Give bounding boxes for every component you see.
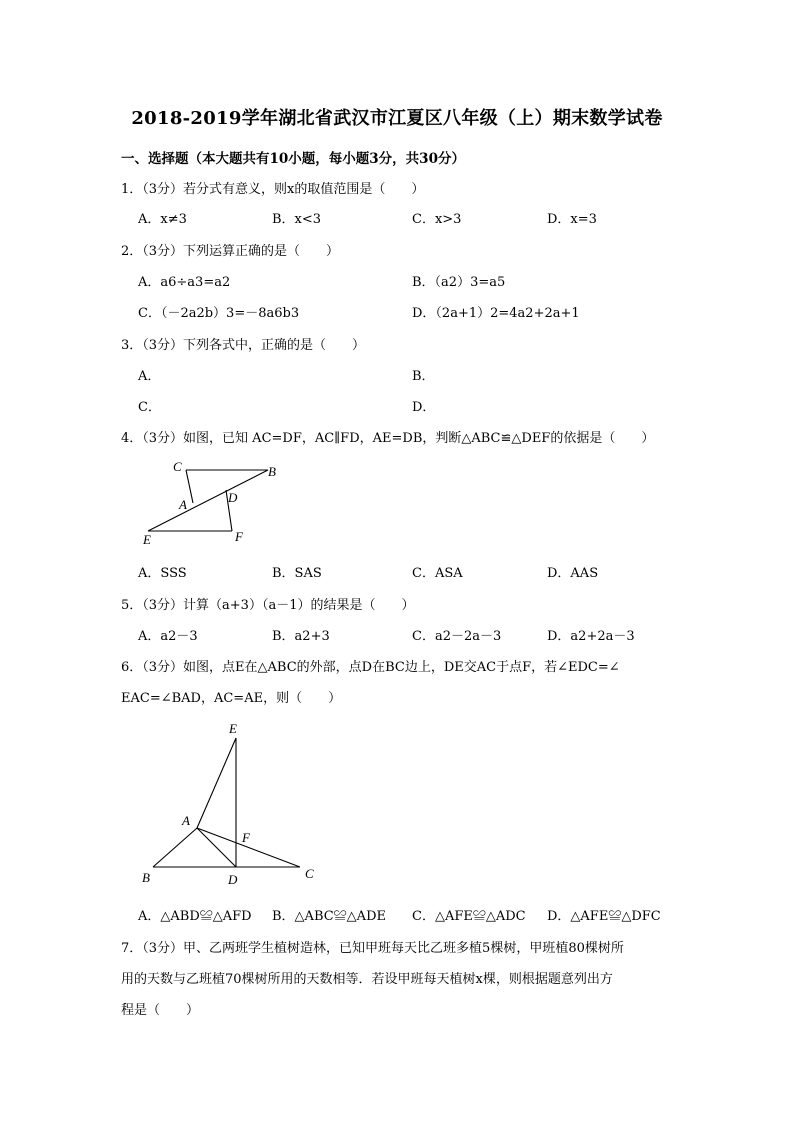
q4-label-f: F bbox=[235, 529, 243, 544]
q4-option-a: A．SSS bbox=[138, 566, 187, 581]
question-5-stem: 5．（3分）计算（a+3）（a－1）的结果是（ ） bbox=[121, 598, 415, 613]
question-7-line3: 程是（ ） bbox=[121, 1003, 200, 1018]
q5-option-a: A．a2－3 bbox=[138, 629, 198, 644]
q4-option-c: C．ASA bbox=[412, 566, 463, 581]
q2-option-a: A．a6÷a3=a2 bbox=[138, 275, 231, 290]
page-title: 2018-2019学年湖北省武汉市江夏区八年级（上）期末数学试卷 bbox=[131, 108, 663, 129]
q4-label-a: A bbox=[179, 497, 187, 512]
q2-option-c: C．（－2a2b）3=－8a6b3 bbox=[138, 306, 300, 321]
question-1-stem: 1．（3分）若分式有意义，则x的取值范围是（ ） bbox=[121, 182, 425, 197]
question-6-stem-line2: EAC=∠BAD，AC=AE，则（ ） bbox=[121, 691, 342, 706]
q6-label-e: E bbox=[229, 721, 237, 736]
q1-option-a: A．x≠3 bbox=[138, 212, 187, 227]
q6-label-b: B bbox=[142, 870, 150, 885]
q4-option-d: D．AAS bbox=[547, 566, 599, 581]
q4-option-b: B．SAS bbox=[272, 566, 322, 581]
q4-figure bbox=[130, 455, 290, 550]
q6-segment-ad bbox=[197, 828, 236, 867]
question-3-stem: 3．（3分）下列各式中，正确的是（ ） bbox=[121, 338, 366, 353]
q6-label-d: D bbox=[228, 872, 238, 887]
q2-option-b: B．（a2）3=a5 bbox=[412, 275, 506, 290]
q2-option-d: D．（2a+1）2=4a2+2a+1 bbox=[412, 306, 580, 321]
q4-label-b: B bbox=[268, 464, 276, 479]
q3-option-d: D． bbox=[412, 400, 436, 415]
q4-segment-ca bbox=[186, 470, 193, 503]
q5-option-c: C．a2－2a－3 bbox=[412, 629, 502, 644]
question-7-line2: 用的天数与乙班植70棵树所用的天数相等．若设甲班每天植树x棵，则根据题意列出方 bbox=[121, 972, 613, 987]
q3-option-a: A． bbox=[138, 369, 161, 384]
question-2-stem: 2．（3分）下列运算正确的是（ ） bbox=[121, 244, 340, 259]
q4-label-c: C bbox=[173, 459, 182, 474]
q3-option-c: C． bbox=[138, 400, 161, 415]
q6-label-c: C bbox=[305, 866, 314, 881]
q3-option-b: B． bbox=[412, 369, 435, 384]
q5-option-d: D．a2+2a－3 bbox=[547, 629, 635, 644]
section-heading: 一、选择题（本大题共有10小题，每小题3分，共30分） bbox=[121, 151, 465, 167]
q4-label-e: E bbox=[143, 532, 151, 547]
question-7-line1: 7．（3分）甲、乙两班学生植树造林，已知甲班每天比乙班多植5棵树，甲班植80棵树所 bbox=[121, 941, 624, 956]
q1-option-d: D．x=3 bbox=[547, 212, 597, 227]
q6-option-d: D．△AFE≌△DFC bbox=[547, 909, 661, 924]
q6-label-a: A bbox=[182, 813, 190, 828]
q6-option-b: B．△ABC≌△ADE bbox=[272, 909, 386, 924]
q6-option-a: A．△ABD≌△AFD bbox=[138, 909, 252, 924]
question-6-stem-line1: 6．（3分）如图，点E在△ABC的外部，点D在BC边上，DE交AC于点F，若∠EDC=∠ bbox=[121, 660, 620, 675]
q4-segment-eb bbox=[148, 470, 268, 531]
q4-label-d: D bbox=[228, 490, 238, 505]
q1-option-c: C．x>3 bbox=[412, 212, 462, 227]
q5-option-b: B．a2+3 bbox=[272, 629, 330, 644]
q6-figure bbox=[135, 718, 325, 890]
q1-option-b: B．x<3 bbox=[272, 212, 322, 227]
q6-option-c: C．△AFE≌△ADC bbox=[412, 909, 526, 924]
q6-segment-ae bbox=[197, 738, 236, 828]
q6-segment-ba bbox=[153, 828, 197, 867]
question-4-stem: 4．（3分）如图，已知 AC=DF，AC∥FD，AE=DB，判断△ABC≌△DEF的依据是（ ） bbox=[121, 431, 655, 446]
q6-label-f: F bbox=[242, 830, 250, 845]
